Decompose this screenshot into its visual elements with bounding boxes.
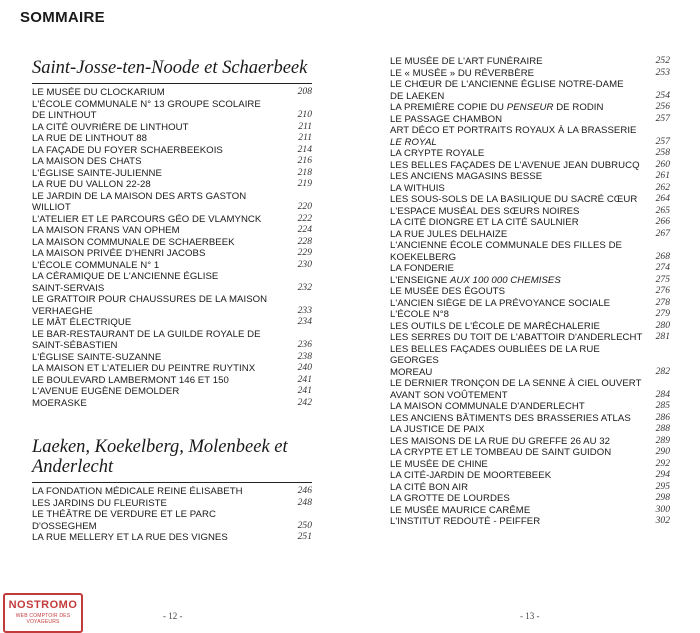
toc-page-number: 210: [297, 110, 312, 120]
toc-entry-title: L'ANCIENNE ÉCOLE COMMUNALE DES FILLES DE: [390, 240, 623, 251]
toc-entry-title: LE MUSÉE DE CHINE: [390, 458, 488, 470]
toc-page-number: 257: [655, 136, 670, 147]
toc-entry-title: LE MUSÉE DU CLOCKARIUM: [32, 87, 165, 98]
toc-page-number: 282: [655, 366, 670, 377]
toc-page-number: 258: [655, 148, 670, 158]
toc-page-number: 242: [297, 397, 312, 408]
toc-entry-title: LE MUSÉE DE L'ART FUNÉRAIRE: [390, 56, 543, 67]
toc-entry: [32, 133, 312, 145]
toc-entry: [32, 179, 312, 191]
toc-entry-title: LE GRATTOIR POUR CHAUSSURES DE LA MAISON: [32, 294, 268, 305]
logo-name: NOSTROMO: [8, 599, 78, 611]
toc-page-number: 300: [655, 504, 670, 515]
toc-entry-title: L'AVENUE EUGÈNE DEMOLDER: [32, 386, 180, 397]
toc-entry: [390, 114, 670, 126]
toc-entry: [390, 137, 670, 149]
toc-entry-title: LA RUE DE LINTHOUT 88: [32, 133, 147, 144]
toc-page-number: 302: [655, 516, 670, 526]
toc-page-number: 234: [297, 317, 312, 327]
toc-entry: [32, 509, 312, 521]
toc-page-number: 289: [655, 435, 670, 446]
toc-entry-title: LE MUSÉE DES ÉGOUTS: [390, 286, 506, 297]
toc-entry: [390, 206, 670, 218]
toc-entry-title: L'ESPACE MUSÉAL DES SŒURS NOIRES: [390, 205, 580, 217]
toc-entry-title: LE MUSÉE MAURICE CARÊME: [390, 504, 531, 516]
toc-entry: [32, 99, 312, 111]
toc-entry: [32, 363, 312, 375]
toc-entry-title: LE MÂT ÉLECTRIQUE: [32, 317, 132, 328]
toc-entry: [32, 214, 312, 226]
toc-entry: [390, 436, 670, 448]
logo-tagline: WEB COMPTOIR DES VOYAGEURS: [15, 613, 71, 625]
toc-entry-title: LA WITHUIS: [390, 182, 445, 194]
toc-entry-title: LA FONDATION MÉDICALE REINE ÉLISABETH: [32, 486, 243, 497]
toc-entry-title: D'OSSEGHEM: [32, 520, 97, 532]
toc-entry-title: AVANT SON VOÛTEMENT: [390, 389, 508, 401]
toc-entry-title: LE BAR-RESTAURANT DE LA GUILDE ROYALE DE: [32, 328, 261, 340]
toc-entry-title: SAINT-SERVAIS: [32, 282, 105, 294]
toc-entry-title: LES MAISONS DE LA RUE DU GREFFE 26 AU 32: [390, 435, 611, 447]
toc-entry: [390, 447, 670, 459]
toc-entry-title: LA FONDERIE: [390, 263, 454, 274]
toc-entry: [390, 240, 670, 252]
toc-page-number: 230: [297, 259, 312, 270]
toc-entry: [32, 237, 312, 249]
toc-page-number: 294: [655, 470, 670, 480]
toc-entry-title: LA CRYPTE ET LE TOMBEAU DE SAINT GUIDON: [390, 447, 612, 458]
toc-entry: [390, 275, 670, 287]
toc-entry-title: LE THÉÂTRE DE VERDURE ET LE PARC: [32, 509, 216, 520]
toc-page-number: 233: [297, 305, 312, 316]
toc-entry: [32, 248, 312, 260]
toc-page-number: 292: [655, 458, 670, 469]
toc-entry: [390, 252, 670, 264]
toc-entry: [32, 352, 312, 364]
toc-page-number: 288: [655, 424, 670, 434]
toc-entry-title: L'INSTITUT REDOUTÉ - PEIFFER: [390, 516, 541, 527]
toc-entry: [390, 68, 670, 80]
toc-entry: [32, 498, 312, 510]
toc-page-number: 232: [297, 282, 312, 293]
toc-entry-title: L'ÉCOLE N°8: [390, 309, 450, 320]
toc-entry-title: LA MAISON FRANS VAN OPHEM: [32, 225, 180, 236]
toc-entry: [32, 317, 312, 329]
toc-entry-title: DE LINTHOUT: [32, 110, 97, 121]
toc-page-number: 229: [297, 248, 312, 258]
toc-entry-title: MOERASKE: [32, 397, 87, 409]
toc-page-number: 286: [655, 412, 670, 423]
toc-entry-title: LE BOULEVARD LAMBERMONT 146 ET 150: [32, 374, 229, 386]
toc-entry: [390, 401, 670, 413]
toc-entry: [32, 386, 312, 398]
toc-entry-title: L'ÉCOLE COMMUNALE N° 1: [32, 259, 160, 271]
toc-page-number: 266: [655, 217, 670, 227]
toc-entry-title: LA FAÇADE DU FOYER SCHAERBEEKOIS: [32, 144, 223, 156]
toc-page-number: 290: [655, 447, 670, 457]
toc-entry: [390, 390, 670, 402]
toc-entry: [390, 79, 670, 91]
toc-entry: [390, 217, 670, 229]
toc-page-number: 253: [655, 67, 670, 78]
toc-entry: [390, 183, 670, 195]
toc-entry: [390, 286, 670, 298]
toc-entry: [32, 110, 312, 122]
toc-entry: [32, 156, 312, 168]
toc-entry: [390, 516, 670, 528]
toc-entry-title: LES ANCIENS MAGASINS BESSE: [390, 171, 543, 182]
toc-entry: [390, 56, 670, 68]
toc-page-number: 248: [297, 497, 312, 508]
toc-entry: [390, 344, 670, 367]
toc-page-number: 280: [655, 320, 670, 331]
toc-entry-title: LE PASSAGE CHAMBON: [390, 113, 503, 125]
toc-entry: [390, 160, 670, 172]
toc-page-number: 256: [655, 102, 670, 112]
toc-entry: [390, 229, 670, 241]
toc-entry-title: LA CITÉ BON AIR: [390, 481, 469, 493]
toc-entry: [32, 340, 312, 352]
toc-entry-title: LA CITÉ DIONGRE ET LA CITÉ SAULNIER: [390, 217, 579, 228]
toc-entry-title: LA MAISON DES CHATS: [32, 156, 142, 167]
toc-page-number: 241: [297, 386, 312, 396]
section-title: Laeken, Koekelberg, Molenbeek et Anderlecht: [32, 437, 312, 483]
toc-entry: [390, 298, 670, 310]
toc-entry: [32, 87, 312, 99]
toc-entry: [390, 493, 670, 505]
toc-entry-title: LE « MUSÉE » DU RÉVERBÈRE: [390, 67, 535, 79]
toc-entry-title: ART DÉCO ET PORTRAITS ROYAUX À LA BRASSERIE: [390, 125, 637, 136]
toc-entry-title: LA RUE MELLERY ET LA RUE DES VIGNES: [32, 532, 228, 543]
toc-entry: [390, 505, 670, 517]
toc-page-number: 211: [298, 121, 312, 132]
toc-entry-title: LA MAISON COMMUNALE D'ANDERLECHT: [390, 401, 585, 412]
toc-page-number: 274: [655, 263, 670, 273]
toc-entry-title: L'ÉCOLE COMMUNALE N° 13 GROUPE SCOLAIRE: [32, 98, 261, 110]
toc-entry: [32, 532, 312, 544]
right-page-number: - 13 -: [520, 611, 540, 621]
toc-entry: [32, 294, 312, 306]
toc-entry: [390, 148, 670, 160]
toc-entry-title: LA MAISON ET L'ATELIER DU PEINTRE RUYTINX: [32, 363, 256, 374]
toc-entry: [390, 378, 670, 390]
toc-entry-title: LES BELLES FAÇADES DE L'AVENUE JEAN DUBRUCQ: [390, 159, 640, 171]
toc-page-number: 216: [297, 156, 312, 166]
toc-page-number: 276: [655, 286, 670, 296]
toc-entry: [32, 202, 312, 214]
toc-entry-title: LA RUE DU VALLON 22-28: [32, 179, 151, 190]
toc-page-number: 208: [297, 87, 312, 97]
toc-entry: [32, 145, 312, 157]
toc-entry: [390, 102, 670, 114]
toc-page-number: 222: [297, 213, 312, 224]
toc-entry: [32, 122, 312, 134]
toc-page-number: 275: [655, 274, 670, 285]
toc-page-number: 250: [297, 520, 312, 531]
toc-entry: [390, 91, 670, 103]
toc-page-number: 268: [655, 251, 670, 262]
toc-entry: [32, 225, 312, 237]
toc-entry: [390, 309, 670, 321]
toc-entry: [32, 398, 312, 410]
toc-entry-title: WILLIOT: [32, 202, 71, 213]
toc-page-number: 211: [298, 133, 312, 143]
toc-entry: [32, 329, 312, 341]
toc-entry: [32, 521, 312, 533]
toc-entry: [32, 306, 312, 318]
toc-entry-title: VERHAEGHE: [32, 305, 93, 317]
toc-entry-title: L'ÉGLISE SAINTE-SUZANNE: [32, 351, 162, 363]
toc-entry-title: L'ENSEIGNE AUX 100 000 CHEMISES: [390, 274, 561, 286]
toc-entry-title: LES SERRES DU TOIT DE L'ABATTOIR D'ANDERLECHT: [390, 332, 643, 343]
toc-page-number: 261: [655, 171, 670, 181]
toc-page-number: 252: [655, 56, 670, 66]
toc-entry-title: LES ANCIENS BÂTIMENTS DES BRASSERIES ATLAS: [390, 412, 631, 424]
toc-page-number: 251: [297, 532, 312, 542]
toc-entry-title: LES JARDINS DU FLEURISTE: [32, 497, 168, 509]
toc-entry-title: LE ROYAL: [390, 136, 437, 148]
toc-page-number: 295: [655, 481, 670, 492]
toc-entry: [32, 283, 312, 295]
toc-entry-title: LA CITÉ-JARDIN DE MOORTEBEEK: [390, 470, 552, 481]
toc-entry-title: LA GROTTE DE LOURDES: [390, 493, 510, 504]
toc-entry: [390, 332, 670, 344]
toc-page-number: 267: [655, 228, 670, 239]
toc-page-number: 214: [297, 144, 312, 155]
toc-page-number: 284: [655, 389, 670, 400]
toc-entry-title: LA CRYPTE ROYALE: [390, 148, 485, 159]
toc-page-number: 224: [297, 225, 312, 235]
toc-page-number: 260: [655, 159, 670, 170]
toc-entry-title: L'ÉGLISE SAINTE-JULIENNE: [32, 167, 162, 179]
toc-page-number: 220: [297, 202, 312, 212]
toc-entry: [390, 263, 670, 275]
toc-page-number: 219: [297, 179, 312, 189]
toc-page-number: 281: [655, 332, 670, 342]
toc-entry-title: LA CÉRAMIQUE DE L'ANCIENNE ÉGLISE: [32, 271, 219, 282]
toc-page-number: 262: [655, 182, 670, 193]
toc-page-number: 236: [297, 340, 312, 350]
toc-page-number: 279: [655, 309, 670, 319]
toc-entry: [390, 482, 670, 494]
toc-entry: [390, 424, 670, 436]
page-header: SOMMAIRE: [20, 9, 105, 26]
toc-entry-title: LA RUE JULES DELHAIZE: [390, 228, 508, 240]
toc-page-number: 241: [297, 374, 312, 385]
toc-entry: [390, 413, 670, 425]
toc-entry-title: LA PREMIÈRE COPIE DU PENSEUR DE RODIN: [390, 102, 604, 113]
toc-entry: [32, 191, 312, 203]
toc-page-number: 218: [297, 167, 312, 178]
toc-page-number: 298: [655, 493, 670, 503]
toc-page-number: 238: [297, 351, 312, 362]
toc-page-number: 254: [655, 90, 670, 101]
toc-entry: [390, 470, 670, 482]
toc-page-number: 240: [297, 363, 312, 373]
toc-entry-title: LES OUTILS DE L'ÉCOLE DE MARÉCHALERIE: [390, 320, 601, 332]
toc-page-number: 265: [655, 205, 670, 216]
toc-entry-title: L'ATELIER ET LE PARCOURS GÉO DE VLAMYNCK: [32, 213, 262, 225]
toc-entry: [390, 367, 670, 379]
toc-entry-title: L'ANCIEN SIÈGE DE LA PRÉVOYANCE SOCIALE: [390, 297, 611, 309]
toc-entry-title: LA CITÉ OUVRIÈRE DE LINTHOUT: [32, 121, 189, 133]
toc-entry-title: LE JARDIN DE LA MAISON DES ARTS GASTON: [32, 190, 247, 202]
toc-entry: [390, 171, 670, 183]
left-page-number: - 12 -: [163, 611, 183, 621]
toc-page-number: 257: [655, 113, 670, 124]
toc-entry: [390, 125, 670, 137]
toc-entry-title: LA MAISON COMMUNALE DE SCHAERBEEK: [32, 236, 235, 248]
toc-entry-title: LE CHŒUR DE L'ANCIENNE ÉGLISE NOTRE-DAME: [390, 79, 624, 90]
section-title: Saint-Josse-ten-Noode et Schaerbeek: [32, 58, 312, 84]
toc-page-number: 285: [655, 401, 670, 411]
toc-page-number: 278: [655, 297, 670, 308]
toc-entry-title: DE LAEKEN: [390, 90, 445, 102]
toc-entry: [390, 194, 670, 206]
toc-page-number: 264: [655, 194, 670, 204]
toc-entry-title: LES BELLES FAÇADES OUBLIÉES DE LA RUE GEORGES: [390, 343, 600, 366]
toc-entry: [32, 486, 312, 498]
right-column: [390, 56, 670, 528]
toc-entry-title: SAINT-SÉBASTIEN: [32, 340, 118, 351]
toc-entry-title: KOEKELBERG: [390, 251, 457, 263]
toc-entry-title: LE DERNIER TRONÇON DE LA SENNE À CIEL OUVERT: [390, 378, 642, 389]
nostromo-logo: [3, 593, 83, 633]
toc-entry: [32, 260, 312, 272]
toc-entry: [32, 168, 312, 180]
toc-entry: [390, 459, 670, 471]
toc-entry-title: MOREAU: [390, 366, 433, 378]
toc-entry-title: LES SOUS-SOLS DE LA BASILIQUE DU SACRÉ CŒUR: [390, 194, 638, 205]
toc-page-number: 246: [297, 486, 312, 496]
toc-entry: [32, 271, 312, 283]
toc-page-number: 228: [297, 236, 312, 247]
toc-entry-title: LA MAISON PRIVÉE D'HENRI JACOBS: [32, 248, 206, 259]
toc-entry-title: LA JUSTICE DE PAIX: [390, 424, 485, 435]
toc-entry: [390, 321, 670, 333]
toc-entry: [32, 375, 312, 387]
left-column: [32, 58, 312, 544]
